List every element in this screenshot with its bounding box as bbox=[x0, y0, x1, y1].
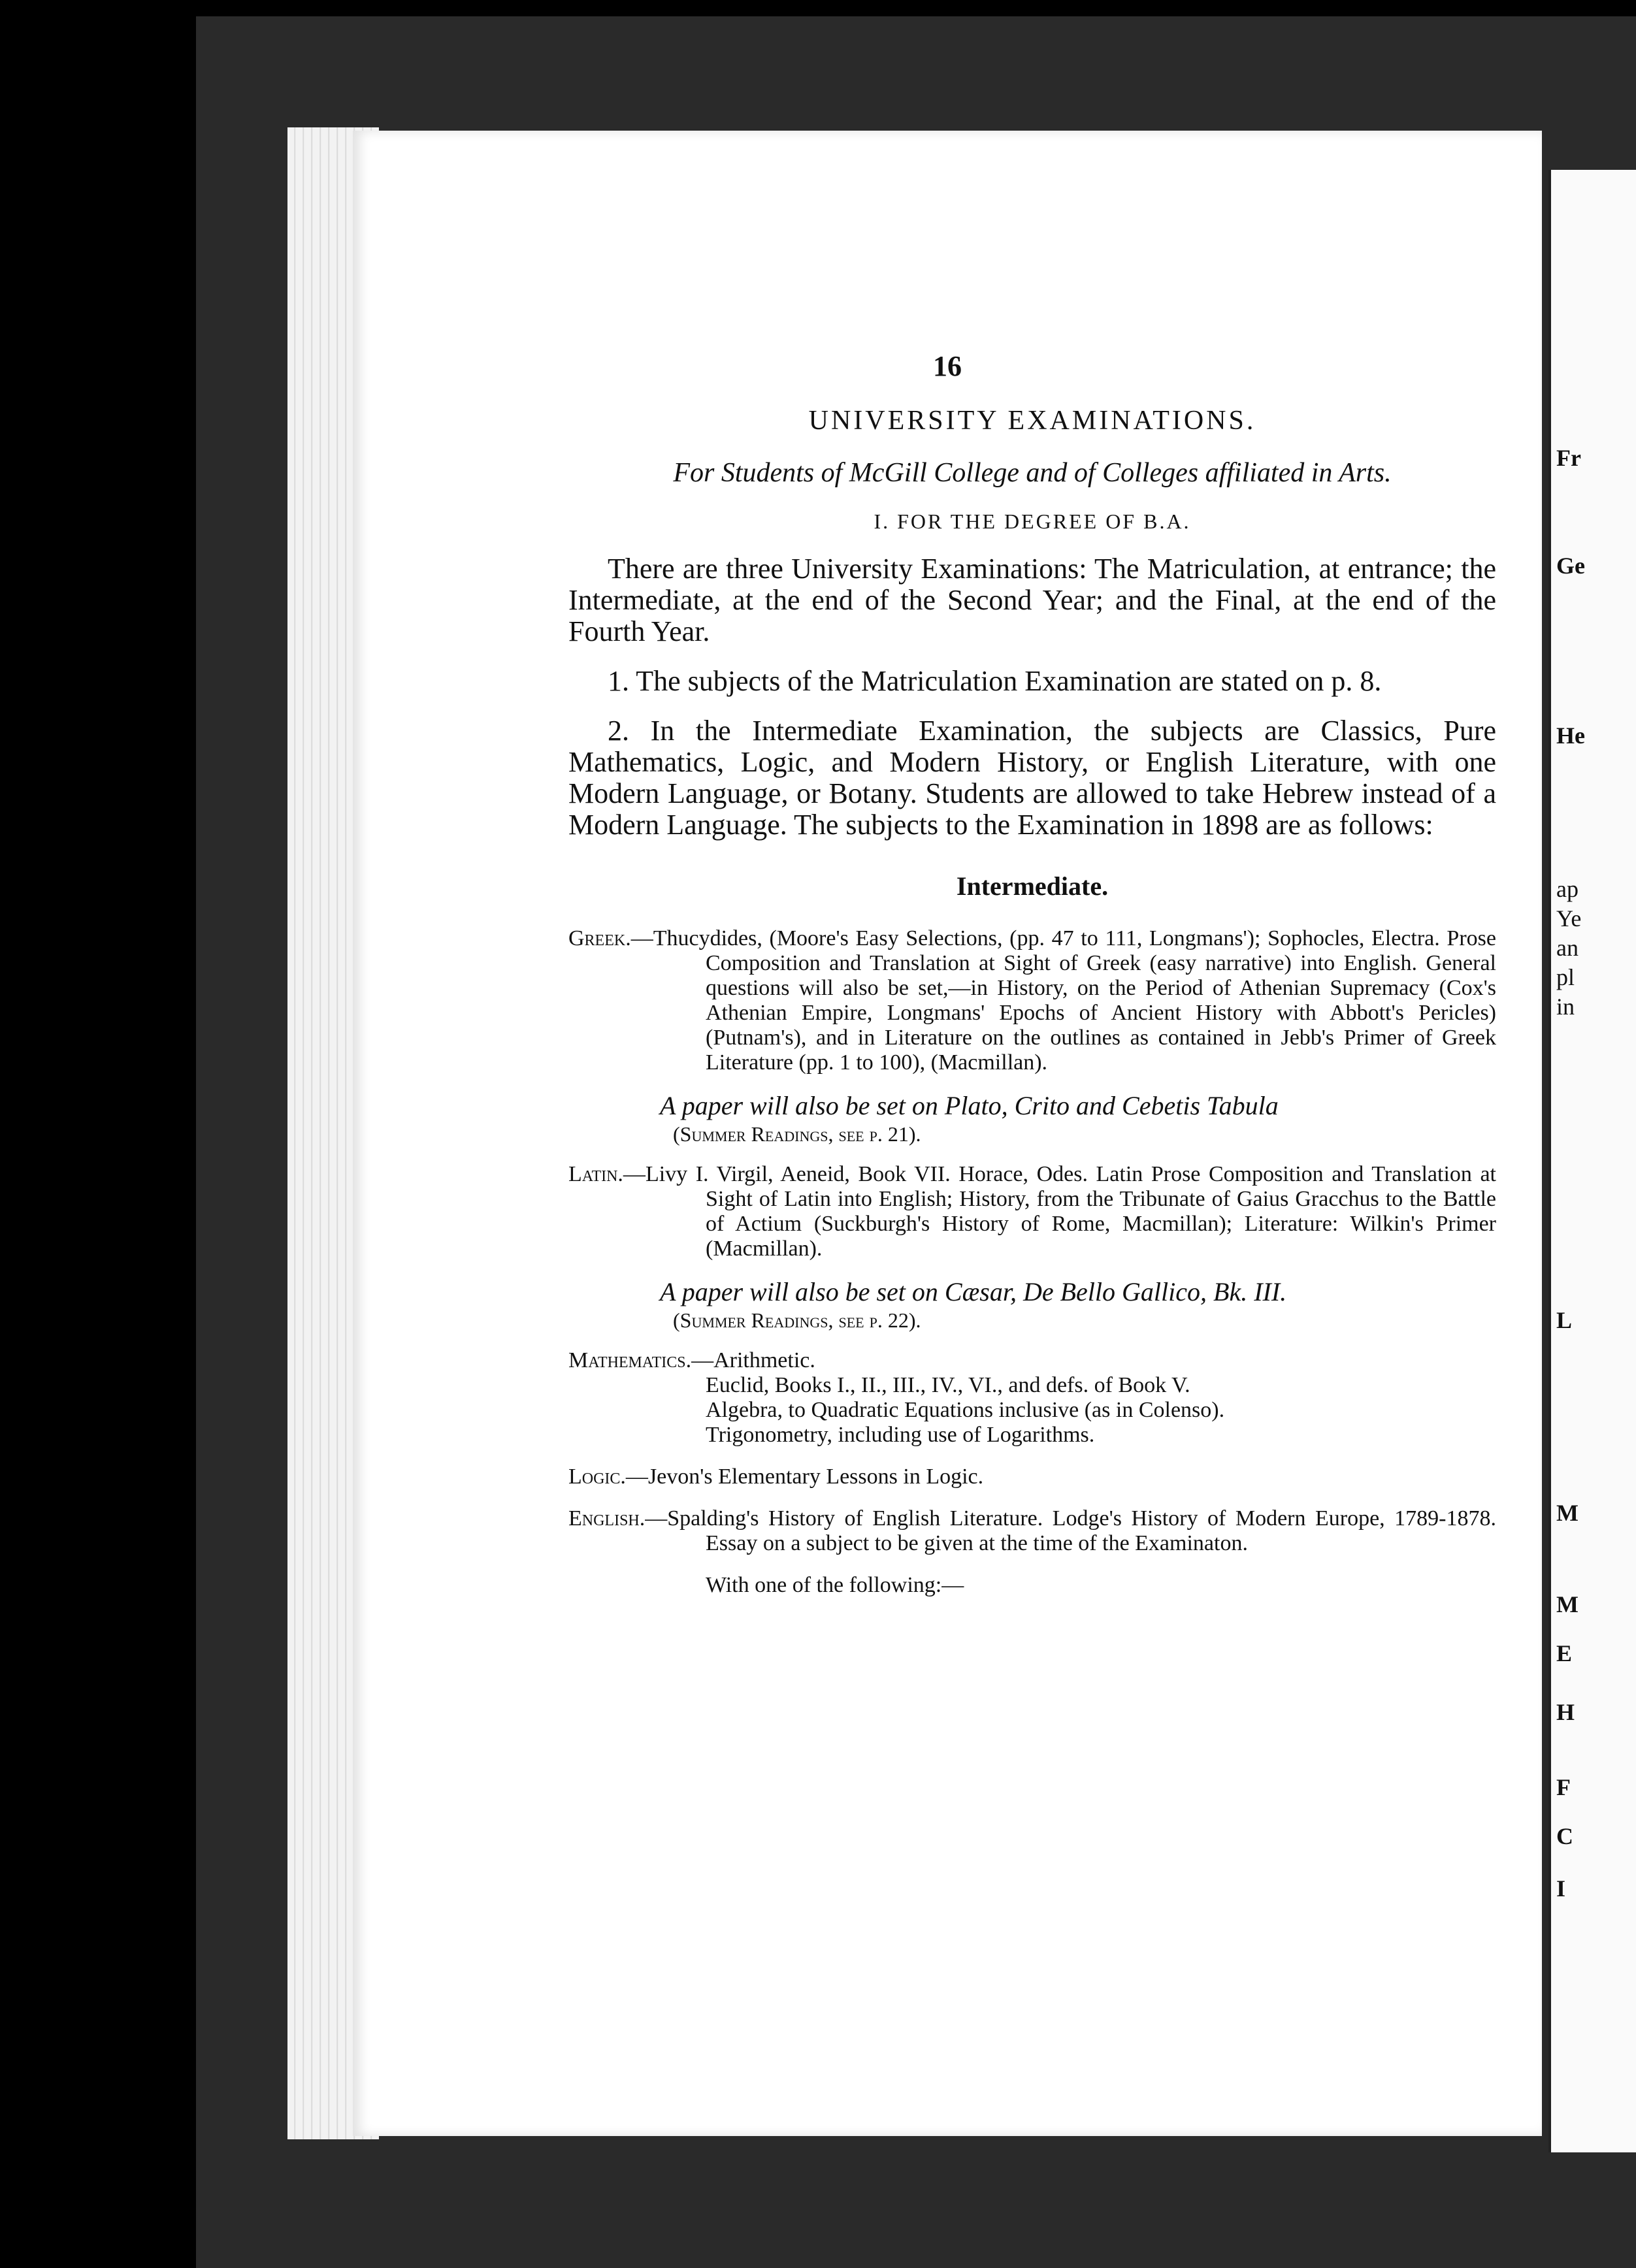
mathematics-line-4: Trigonometry, including use of Logarithms. bbox=[706, 1423, 1095, 1447]
mathematics-entry bbox=[568, 1348, 1496, 1448]
facing-fragment: an bbox=[1556, 935, 1579, 961]
logic-text: Jevon's Elementary Lessons in Logic. bbox=[647, 1465, 984, 1489]
facing-fragment: Ge bbox=[1556, 553, 1585, 579]
greek-text: Thucydides, (Moore's Easy Selections, (pp. 47 to 111, Longmans'); Sophocles, Electra. Prose Composition and Translation at Sight of Greek (easy narrative) into English. General questions will also be set,—in History, on the Period of Athenian Supremacy (Cox's Athenian Empire, Longmans' Epochs of Ancient History with Abbott's Pericles) (Putnam's), and in Literature on the outlines as contained in Jebb's Primer of Greek Literature (pp. 1 to 100), (Macmillan). bbox=[653, 926, 1496, 1075]
facing-fragment: E bbox=[1556, 1640, 1573, 1666]
document-page bbox=[353, 131, 1542, 2136]
page-number: 16 bbox=[933, 350, 962, 382]
latin-label: Latin.— bbox=[568, 1162, 646, 1186]
facing-fragment: L bbox=[1556, 1307, 1573, 1333]
intro-paragraph: There are three University Examinations: The Matriculation, at entrance; the Intermediate, at the end of the Second Year; and the Final, at the end of the Fourth Year. bbox=[568, 553, 1496, 647]
facing-fragment: M bbox=[1556, 1591, 1579, 1617]
mathematics-label: Mathematics.— bbox=[568, 1348, 714, 1372]
latin-note-ref: (Summer Readings, see p. 22). bbox=[673, 1308, 921, 1332]
facing-fragment: Ye bbox=[1556, 905, 1582, 932]
greek-note-ref: (Summer Readings, see p. 21). bbox=[673, 1122, 921, 1146]
facing-fragment: Fr bbox=[1556, 445, 1581, 471]
degree-heading: I. FOR THE DEGREE OF B.A. bbox=[874, 510, 1191, 533]
mathematics-line-1: Arithmetic. bbox=[713, 1348, 815, 1372]
english-last-line: With one of the following:— bbox=[706, 1573, 964, 1597]
section-heading-intermediate: Intermediate. bbox=[956, 871, 1109, 901]
latin-entry bbox=[568, 1162, 1496, 1261]
facing-fragment: pl bbox=[1556, 964, 1575, 990]
page-content bbox=[568, 405, 1496, 1615]
facing-fragment: ap bbox=[1556, 876, 1579, 902]
mathematics-line-3: Algebra, to Quadratic Equations inclusive (as in Colenso). bbox=[706, 1398, 1225, 1422]
greek-note: A paper will also be set on Plato, Crito and Cebetis Tabula bbox=[660, 1091, 1279, 1120]
logic-entry bbox=[568, 1465, 1496, 1489]
page-title: UNIVERSITY EXAMINATIONS. bbox=[808, 406, 1256, 436]
facing-fragment: I bbox=[1556, 1875, 1566, 1902]
logic-label: Logic.— bbox=[568, 1465, 648, 1489]
english-text: Spalding's History of English Literature. Lodge's History of Modern Europe, 1789-1878. Essay on a subject to be given at the time of the Examinaton. bbox=[667, 1506, 1496, 1555]
scan-border-left bbox=[0, 0, 196, 2268]
facing-fragment: H bbox=[1556, 1699, 1575, 1725]
english-label: English.— bbox=[568, 1506, 668, 1531]
greek-entry bbox=[568, 926, 1496, 1075]
facing-fragment: F bbox=[1556, 1774, 1571, 1800]
page-subtitle: For Students of McGill College and of Colleges affiliated in Arts. bbox=[673, 458, 1392, 488]
mathematics-line-2: Euclid, Books I., II., III., IV., VI., and defs. of Book V. bbox=[706, 1373, 1190, 1397]
matriculation-paragraph: 1. The subjects of the Matriculation Examination are stated on p. 8. bbox=[608, 665, 1382, 697]
facing-fragment: in bbox=[1556, 994, 1575, 1020]
latin-note: A paper will also be set on Cæsar, De Bello Gallico, Bk. III. bbox=[660, 1277, 1287, 1306]
facing-page-fragment bbox=[1548, 170, 1636, 2152]
facing-fragment: M bbox=[1556, 1500, 1579, 1526]
english-entry bbox=[568, 1506, 1496, 1556]
latin-text: Livy I. Virgil, Aeneid, Book VII. Horace, Odes. Latin Prose Composition and Translation at Sight of Latin into English; History, from the Tribunate of Gaius Gracchus to the Battle of Actium (Suckburgh's History of Rome, Macmillan); Literature: Wilkin's Primer (Macmillan). bbox=[645, 1162, 1496, 1261]
facing-fragment: He bbox=[1556, 722, 1585, 749]
greek-label: Greek.— bbox=[568, 926, 653, 950]
facing-fragment: C bbox=[1556, 1823, 1573, 1849]
intermediate-paragraph: 2. In the Intermediate Examination, the subjects are Classics, Pure Mathematics, Logic, and Modern History, or English Literature, with one Modern Language, or Botany. Students are allowed to take Hebrew instead of a Modern Language. The subjects to the Examination in 1898 are as follows: bbox=[568, 715, 1496, 841]
